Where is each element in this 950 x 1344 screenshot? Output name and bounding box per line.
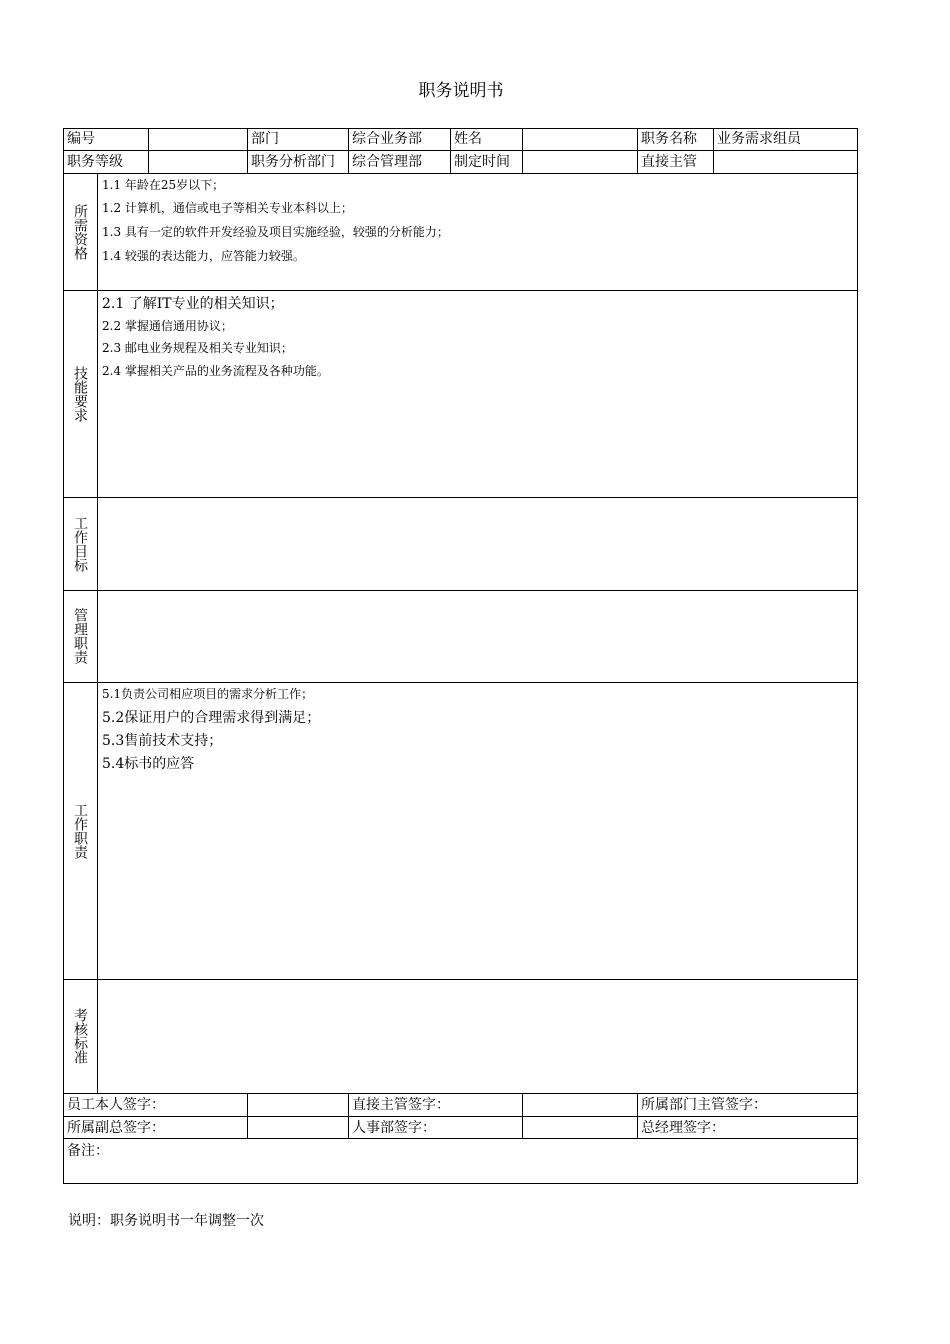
label-no: 编号 (67, 131, 95, 147)
employee-signature-field[interactable] (251, 1095, 345, 1115)
label-dept: 部门 (251, 131, 279, 147)
dept-head-signature-label: 所属部门主管签字： (641, 1097, 767, 1113)
value-supervisor[interactable] (717, 152, 855, 172)
divider (522, 1093, 523, 1138)
assessment-label: 考核标准 (72, 1008, 88, 1064)
divider (450, 128, 451, 173)
duties-label: 工作职责 (72, 802, 88, 859)
divider (63, 1116, 858, 1117)
label-name: 姓名 (454, 131, 482, 147)
employee-signature-label: 员工本人签字： (67, 1097, 165, 1113)
section-label-skills (63, 290, 97, 497)
divider (522, 128, 523, 173)
remarks-label: 备注： (67, 1143, 109, 1159)
value-no[interactable] (152, 129, 244, 149)
list-item: 2.3 邮电业务规程及相关专业知识； (102, 341, 293, 355)
hr-signature-field[interactable] (526, 1118, 634, 1138)
skills-label: 技能要求 (72, 365, 88, 422)
divider (713, 128, 714, 173)
divider (348, 128, 349, 173)
section-label-qualification (63, 173, 97, 290)
divider (63, 1138, 858, 1139)
list-item: 5.3售前技术支持； (102, 733, 223, 749)
label-position: 职务名称 (641, 131, 697, 147)
value-dept: 综合业务部 (352, 131, 422, 147)
list-item: 1.3 具有一定的软件开发经验及项目实施经验，较强的分析能力； (102, 225, 449, 239)
footnote: 说明：职务说明书一年调整一次 (68, 1213, 264, 1229)
list-item: 1.1 年龄在25岁以下； (102, 178, 225, 192)
section-label-goals (63, 497, 97, 590)
divider (63, 173, 858, 174)
divider (637, 128, 638, 173)
deputy-gm-signature-field[interactable] (251, 1118, 345, 1138)
divider (63, 590, 858, 591)
qualification-label: 所需资格 (72, 203, 88, 260)
supervisor-signature-label: 直接主管签字： (352, 1097, 450, 1113)
value-date[interactable] (526, 152, 634, 172)
divider (148, 128, 149, 173)
divider (247, 128, 248, 173)
label-supervisor: 直接主管 (641, 154, 697, 170)
value-name[interactable] (526, 129, 634, 149)
section-label-management (63, 590, 97, 682)
list-item: 5.4标书的应答 (102, 756, 195, 772)
value-position: 业务需求组员 (717, 131, 801, 147)
divider (63, 979, 858, 980)
label-date: 制定时间 (454, 154, 510, 170)
deputy-gm-signature-label: 所属副总签字： (67, 1120, 165, 1136)
page-title: 职务说明书 (418, 81, 504, 101)
divider (348, 1093, 349, 1138)
divider (63, 682, 858, 683)
supervisor-signature-field[interactable] (526, 1095, 634, 1115)
section-label-duties (63, 682, 97, 979)
section-label-assessment (63, 979, 97, 1093)
divider (63, 150, 858, 151)
label-analysis-dept: 职务分析部门 (251, 154, 335, 170)
hr-signature-label: 人事部签字： (352, 1120, 436, 1136)
divider (97, 173, 98, 1093)
divider (63, 290, 858, 291)
list-item: 2.4 掌握相关产品的业务流程及各种功能。 (102, 364, 329, 378)
list-item: 1.4 较强的表达能力，应答能力较强。 (102, 249, 305, 263)
list-item: 5.1负责公司相应项目的需求分析工作； (102, 687, 314, 701)
list-item: 1.2 计算机，通信或电子等相关专业本科以上； (102, 201, 353, 215)
divider (247, 1093, 248, 1138)
gm-signature-label: 总经理签字： (641, 1120, 725, 1136)
divider (63, 497, 858, 498)
list-item: 5.2保证用户的合理需求得到满足； (102, 710, 321, 726)
list-item: 2.1 了解IT专业的相关知识； (102, 296, 284, 312)
divider (637, 1093, 638, 1138)
job-description-form (63, 128, 858, 1184)
value-analysis-dept: 综合管理部 (352, 154, 422, 170)
value-grade[interactable] (152, 152, 244, 172)
list-item: 2.2 掌握通信通用协议； (102, 319, 233, 333)
divider (63, 1093, 858, 1094)
label-grade: 职务等级 (67, 154, 123, 170)
management-label: 管理职责 (72, 608, 88, 664)
goals-label: 工作目标 (72, 515, 88, 572)
